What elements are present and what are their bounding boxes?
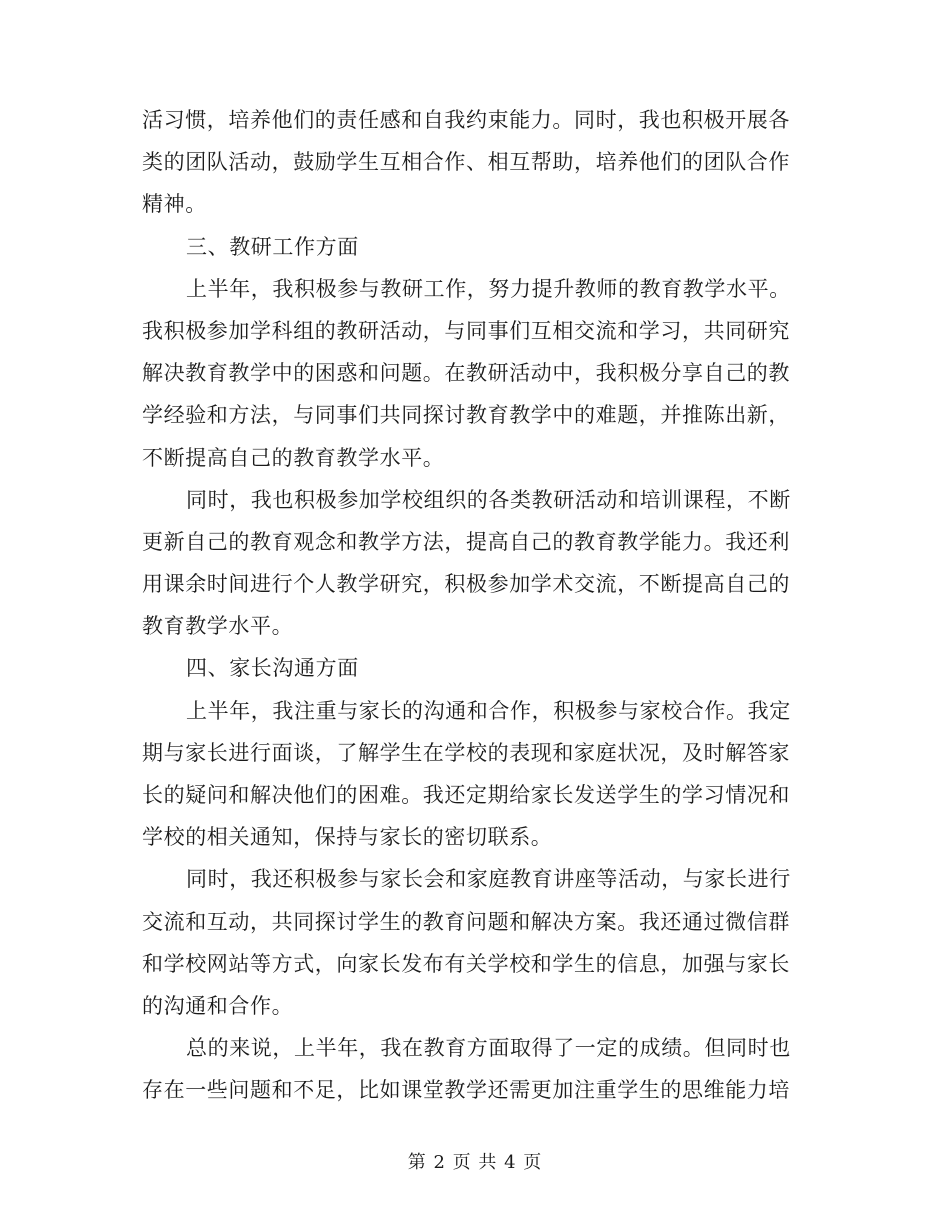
page-footer: 第 2 页 共 4 页: [407, 1152, 543, 1173]
text-line: 精神。: [142, 192, 207, 217]
text-line: 存在一些问题和不足，比如课堂教学还需更加注重学生的思维能力培: [142, 1078, 790, 1103]
text-line: 四、家长沟通方面: [186, 656, 359, 681]
text-line: 类的团队活动，鼓励学生互相合作、相互帮助，培养他们的团队合作: [142, 150, 790, 175]
text-line: 学经验和方法，与同事们共同探讨教育教学中的难题，并推陈出新，: [142, 403, 790, 428]
text-line: 三、教研工作方面: [186, 234, 359, 259]
text-line: 长的疑问和解决他们的困难。我还定期给家长发送学生的学习情况和: [142, 783, 790, 807]
text-line: 活习惯，培养他们的责任感和自我约束能力。同时，我也积极开展各: [142, 108, 790, 132]
text-line: 不断提高自己的教育教学水平。: [142, 445, 445, 470]
text-line: 教育教学水平。: [142, 614, 294, 639]
text-line: 学校的相关通知，保持与家长的密切联系。: [142, 825, 553, 850]
document-body: [142, 99, 802, 1112]
text-line: 我积极参加学科组的教研活动，与同事们互相交流和学习，共同研究: [142, 318, 790, 343]
text-line: 总的来说，上半年，我在教育方面取得了一定的成绩。但同时也: [186, 1036, 791, 1061]
text-line: 期与家长进行面谈，了解学生在学校的表现和家庭状况，及时解答家: [142, 740, 790, 765]
text-line: 上半年，我积极参与教研工作，努力提升教师的教育教学水平。: [186, 276, 791, 301]
text-line: 上半年，我注重与家长的沟通和合作，积极参与家校合作。我定: [186, 698, 791, 723]
text-line: 同时，我还积极参与家长会和家庭教育讲座等活动，与家长进行: [186, 867, 791, 892]
text-line: 更新自己的教育观念和教学方法，提高自己的教育教学能力。我还利: [142, 529, 790, 554]
text-line: 解决教育教学中的困惑和问题。在教研活动中，我积极分享自己的教: [142, 361, 790, 386]
text-line: 用课余时间进行个人教学研究，积极参加学术交流，不断提高自己的: [142, 572, 790, 597]
text-line: 的沟通和合作。: [142, 993, 294, 1018]
text-line: 和学校网站等方式，向家长发布有关学校和学生的信息，加强与家长: [142, 951, 790, 976]
text-line: 同时，我也积极参加学校组织的各类教研活动和培训课程，不断: [186, 487, 791, 512]
text-line: 交流和互动，共同探讨学生的教育问题和解决方案。我还通过微信群: [142, 909, 790, 934]
